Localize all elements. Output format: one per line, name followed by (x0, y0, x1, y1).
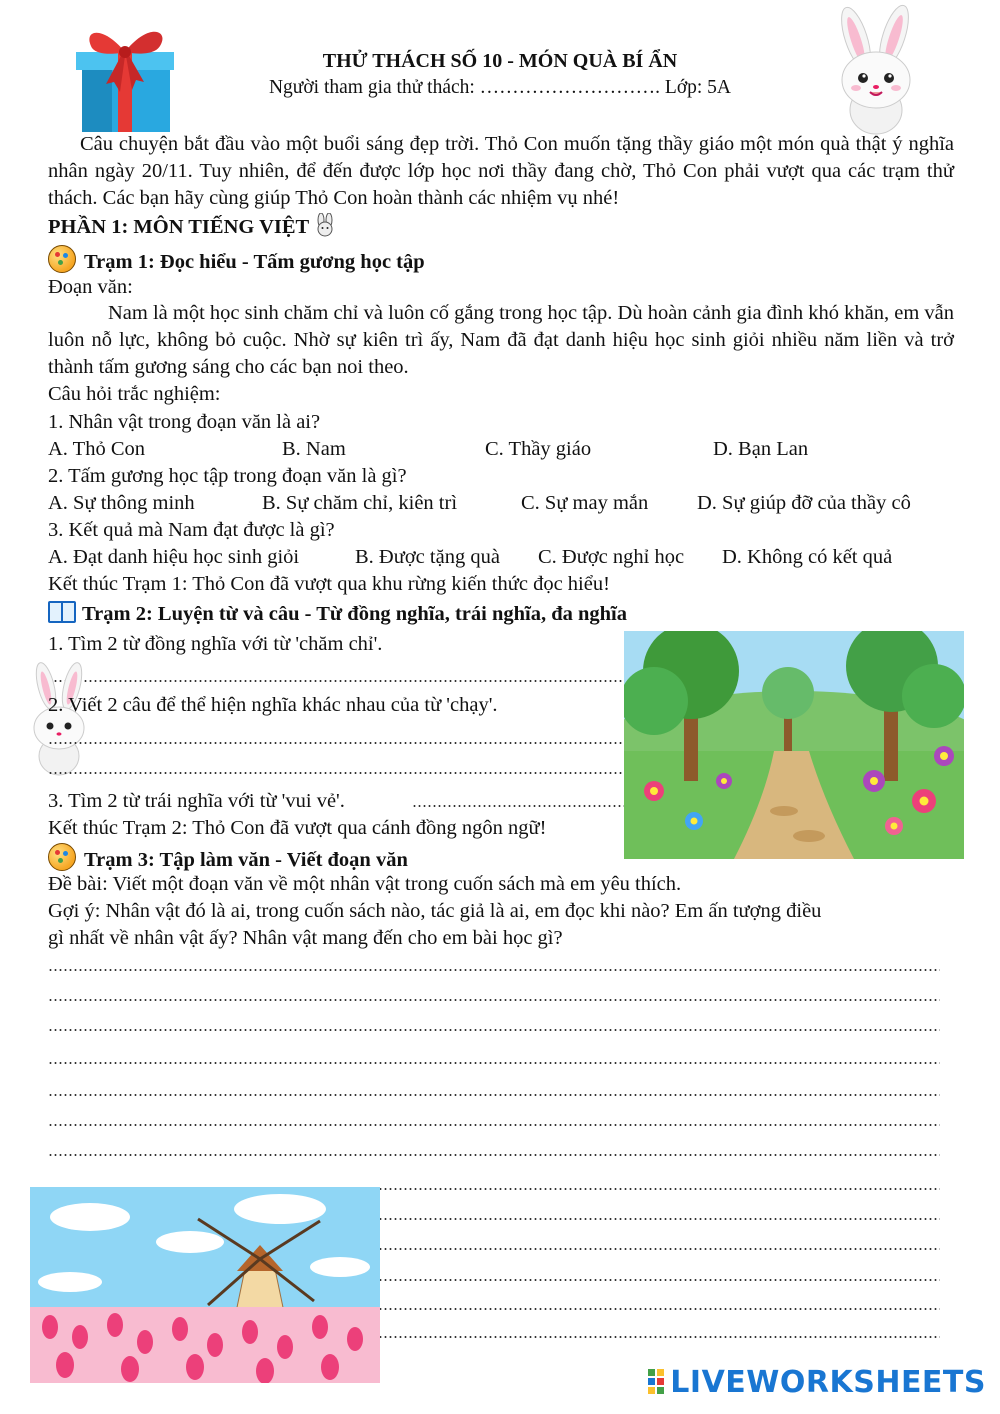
part-title: PHẦN 1: MÔN TIẾNG VIỆT (48, 216, 309, 238)
forest-path-image (624, 631, 964, 859)
writing-line[interactable] (48, 1124, 940, 1126)
q1-option-b[interactable]: B. Nam (282, 438, 346, 460)
windmill-tulip-image (30, 1187, 380, 1383)
station3-heading (48, 843, 408, 873)
writing-line[interactable] (48, 999, 940, 1001)
reading-passage: Nam là một học sinh chăm chỉ và luôn cố gắng trong học tập. Dù hoàn cảnh gia đình khó khăn, em vẫn luôn nỗ lực, không bỏ cuộc. Nhờ sự kiên trì ấy, Nam đã đạt danh hiệu học sinh giỏi nhiều năm liền và trở thành tấm gương sáng cho các bạn noi theo. (48, 302, 954, 378)
participant-line: Người tham gia thử thách: ………………………. Lớp: 5A (268, 77, 732, 98)
station2-title: Trạm 2: Luyện từ và câu - Từ đồng nghĩa, trái nghĩa, đa nghĩa (82, 603, 627, 625)
quiz-label: Câu hỏi trắc nghiệm: (48, 383, 221, 405)
logo-mark-icon (648, 1368, 666, 1394)
station1-title: Trạm 1: Đọc hiểu - Tấm gương học tập (84, 251, 425, 273)
q2-option-c[interactable]: C. Sự may mắn (521, 492, 649, 514)
q1-option-c[interactable]: C. Thầy giáo (485, 438, 592, 460)
gift-box-icon (62, 14, 182, 136)
q3-option-b[interactable]: B. Được tặng quà (355, 546, 500, 568)
writing-hint-line-2: gì nhất về nhân vật ấy? Nhân vật mang đến cho em bài học gì? (48, 927, 563, 949)
open-book-icon (48, 601, 76, 623)
writing-line[interactable] (48, 1029, 940, 1031)
question-1: 1. Nhân vật trong đoạn văn là ai? (48, 411, 321, 433)
s2-question-3: 3. Tìm 2 từ trái nghĩa với từ 'vui vẻ'. (48, 790, 345, 812)
liveworksheets-logo (648, 1365, 986, 1400)
rabbit-icon (24, 660, 94, 778)
writing-line[interactable] (48, 1094, 940, 1096)
part-heading (48, 213, 336, 240)
writing-hint-line-1: Gợi ý: Nhân vật đó là ai, trong cuốn sách nào, tác giả là ai, em đọc khi nào? Em ấn tượng điều (48, 900, 822, 922)
passage-label: Đoạn văn: (48, 276, 133, 298)
palette-icon (48, 843, 76, 871)
question-2: 2. Tấm gương học tập trong đoạn văn là gì? (48, 465, 407, 487)
worksheet-title: THỬ THÁCH SỐ 10 - MÓN QUÀ BÍ ẨN (322, 50, 678, 72)
q2-option-b[interactable]: B. Sự chăm chỉ, kiên trì (262, 492, 458, 514)
palette-icon (48, 245, 76, 273)
rabbit-icon (314, 213, 336, 237)
station1-heading (48, 245, 425, 275)
station2-heading (48, 601, 627, 627)
s2-question-1: 1. Tìm 2 từ đồng nghĩa với từ 'chăm chỉ'. (48, 633, 383, 655)
q1-option-a[interactable]: A. Thỏ Con (48, 438, 146, 460)
q3-option-c[interactable]: C. Được nghỉ học (538, 546, 685, 568)
station2-end: Kết thúc Trạm 2: Thỏ Con đã vượt qua cánh đồng ngôn ngữ! (48, 817, 547, 839)
s2-question-2: 2. Viết 2 câu để thể hiện nghĩa khác nhau của từ 'chạy'. (48, 694, 498, 716)
q1-option-d[interactable]: D. Bạn Lan (713, 438, 809, 460)
q3-option-a[interactable]: A. Đạt danh hiệu học sinh giỏi (48, 546, 300, 568)
q2-option-a[interactable]: A. Sự thông minh (48, 492, 195, 514)
station1-end: Kết thúc Trạm 1: Thỏ Con đã vượt qua khu rừng kiến thức đọc hiểu! (48, 573, 610, 595)
station3-title: Trạm 3: Tập làm văn - Viết đoạn văn (84, 849, 408, 871)
q2-option-d[interactable]: D. Sự giúp đỡ của thầy cô (697, 492, 911, 514)
q3-option-d[interactable]: D. Không có kết quả (722, 546, 893, 568)
writing-prompt: Đề bài: Viết một đoạn văn về một nhân vật trong cuốn sách mà em yêu thích. (48, 873, 682, 895)
writing-line[interactable] (48, 1154, 940, 1156)
intro-paragraph: Câu chuyện bắt đầu vào một buổi sáng đẹp trời. Thỏ Con muốn tặng thầy giáo một món quà thật ý nghĩa nhân ngày 20/11. Tuy nhiên, để đến được lớp học nơi thầy đang chờ, Thỏ Con phải vượt qua các trạm thử thách. Các bạn hãy cùng giúp Thỏ Con hoàn thành các nhiệm vụ nhé! (48, 133, 954, 209)
writing-line[interactable] (48, 969, 940, 971)
writing-line[interactable] (48, 1062, 940, 1064)
brand-text: LIVEWORKSHEETS (670, 1365, 986, 1400)
question-3: 3. Kết quả mà Nam đạt được là gì? (48, 519, 335, 541)
